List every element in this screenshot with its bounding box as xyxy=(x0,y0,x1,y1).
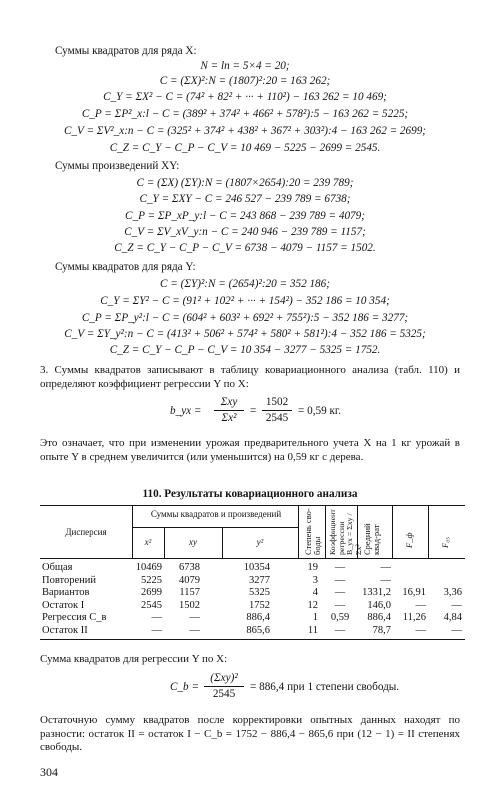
header-dispersion: Дисперсия xyxy=(65,527,107,537)
regression-rhs: = 0,59 кг. xyxy=(298,405,342,417)
equation-c-xy: C = (ΣX) (ΣY):N = (1807×2654):20 = 239 789; xyxy=(136,177,354,189)
equation-cz-x: C_Z = C_Y − C_P − C_V = 10 469 − 5225 − 2699 = 2545. xyxy=(109,142,381,154)
heading-sums-x: Суммы квадратов для ряда X: xyxy=(55,45,197,57)
table-cell-coef: — xyxy=(334,587,346,599)
table-cell-x2: 10469 xyxy=(135,562,162,573)
table-cell-ms: 146,0 xyxy=(367,599,391,611)
equation-c-y: C = (ΣY)²:N = (2654)²:20 = 352 186; xyxy=(160,278,330,290)
cb-num: (Σxy)² xyxy=(210,672,238,684)
table-cell-xy: 4079 xyxy=(179,574,200,586)
equation-cz-xy: C_Z = C_Y − C_P − C_V = 6738 − 4079 − 1157 = 1502. xyxy=(114,242,376,254)
table-cell-coef: — xyxy=(334,574,346,586)
table-cell-y2: 1752 xyxy=(249,599,270,611)
table-cell-name: Остаток I xyxy=(42,599,85,611)
cb-fraction xyxy=(204,672,244,701)
table-divider xyxy=(298,505,299,558)
table-cell-coef: — xyxy=(334,562,346,573)
regression-num-1: Σxy xyxy=(220,396,238,408)
table-cell-coef: 0,59 xyxy=(330,612,350,624)
table-cell-coef: — xyxy=(334,625,346,636)
table-cell-xy: 1157 xyxy=(179,587,200,599)
table-cell-df: 4 xyxy=(312,587,318,599)
header-y2: y² xyxy=(256,537,264,547)
table-cell-name: Остаток II xyxy=(42,625,88,636)
equation-cv-xy: C_V = ΣV_xV_y:n − C = 240 946 − 239 789 = 1157; xyxy=(124,226,366,238)
table-cell-ms: — xyxy=(380,562,391,573)
table-cell-df: 1 xyxy=(312,612,318,624)
table-cell-name: Вариантов xyxy=(42,587,90,599)
table-top-rule xyxy=(40,505,465,506)
header-f05: F₀₅ xyxy=(440,536,450,548)
heading-products-xy: Суммы произведений XY: xyxy=(55,160,180,172)
table-cell-df: 12 xyxy=(307,599,318,611)
table-divider xyxy=(428,505,429,558)
equation-cy-x: C_Y = ΣX² − C = (74² + 82² + ··· + 110²) − 163 262 = 10 469; xyxy=(103,91,387,103)
table-cell-x2: — xyxy=(151,625,162,636)
equation-cp-x: C_P = ΣP²_x:l − C = (389² + 374² + 466² + 578²):5 − 163 262 = 5225; xyxy=(81,108,409,120)
header-sums: Суммы квадратов и произведений xyxy=(150,509,282,519)
header-xy: xy xyxy=(189,537,197,547)
header-mean-square: Средний квад-рат xyxy=(362,523,381,555)
header-x2: x² xyxy=(144,537,152,547)
equation-cy-y: C_Y = ΣY² − C = (91² + 102² + ··· + 154²) − 352 186 = 10 354; xyxy=(100,295,390,307)
table-title: 110. Результаты ковариационного анализа xyxy=(142,488,358,500)
paragraph-step-3: 3. Суммы квадратов записывают в таблицу ковариационного анализа (табл. 110) и определяют коэффициент регрессии Y по X: xyxy=(40,364,460,390)
table-header-rule xyxy=(40,558,465,559)
table-cell-fphi: 16,91 xyxy=(402,587,426,599)
header-df: Степень сво-боды xyxy=(303,508,322,555)
table-cell-ms: 78,7 xyxy=(372,625,391,636)
equation-c-x: C = (ΣX)²:N = (1807)²:20 = 163 262; xyxy=(159,75,331,87)
table-cell-f05: 4,84 xyxy=(443,612,462,624)
table-cell-fphi: — xyxy=(415,599,426,611)
table-cell-fphi: — xyxy=(415,625,426,636)
regression-eq: = xyxy=(250,405,257,417)
table-cell-x2: 2545 xyxy=(141,599,162,611)
paragraph-meaning: Это означает, что при изменении урожая предварительного учета X на 1 кг урожай в опыте Y в среднем увеличится (или уменьшится) на 0,59 кг с дерева. xyxy=(40,437,460,463)
table-cell-y2: 10354 xyxy=(243,562,270,573)
equation-cv-y: C_V = ΣY_y²:n − C = (413² + 506² + 574² + 580² + 581²):4 − 352 186 = 5325; xyxy=(64,328,426,340)
table-cell-x2: 5225 xyxy=(141,574,162,586)
table-cell-y2: 5325 xyxy=(249,587,270,599)
table-cell-x2: — xyxy=(151,612,162,624)
table-bottom-rule xyxy=(40,639,465,640)
table-cell-y2: 865,6 xyxy=(246,625,270,636)
equation-cz-y: C_Z = C_Y − C_P − C_V = 10 354 − 3277 − 5325 = 1752. xyxy=(109,344,381,356)
table-cell-xy: 6738 xyxy=(179,562,200,573)
table-cell-ms: 886,4 xyxy=(367,612,391,624)
table-cell-x2: 2699 xyxy=(141,587,162,599)
table-cell-xy: 1502 xyxy=(179,599,200,611)
equation-n: N = ln = 5×4 = 20; xyxy=(200,60,290,72)
table-cell-xy: — xyxy=(189,625,200,636)
page-number: 304 xyxy=(40,765,58,779)
regression-num-2: 1502 xyxy=(265,396,289,408)
header-coef: Коэффициент регрессии B_yx = Σxy / Σx² xyxy=(328,509,363,555)
table-cell-name: Регрессия C_в xyxy=(42,612,107,624)
cb-rhs: = 886,4 при 1 степени свободы. xyxy=(250,681,400,693)
heading-sums-y: Суммы квадратов для ряда Y: xyxy=(55,261,196,273)
paragraph-regression-sum: Сумма квадратов для регрессии Y по X: xyxy=(40,653,228,665)
paragraph-residual: Остаточную сумму квадратов после корректировки опытных данных находят по разности: остаток II = остаток I − C_b = 1752 − 886,4 − 865,6 при (12 − 1) = II степенях свободы. xyxy=(40,714,460,754)
header-f-phi: F_ф xyxy=(404,532,414,548)
table-cell-ms: 1331,2 xyxy=(362,587,391,599)
equation-cv-x: C_V = ΣV²_x:n − C = (325² + 374² + 438² + 367² + 303²):4 − 163 262 = 2699; xyxy=(63,125,427,137)
table-cell-df: 11 xyxy=(307,625,318,636)
table-cell-f05: — xyxy=(451,625,462,636)
table-divider xyxy=(132,505,133,558)
table-cell-y2: 886,4 xyxy=(246,612,270,624)
table-cell-y2: 3277 xyxy=(249,574,270,586)
table-cell-ms: — xyxy=(380,574,391,586)
table-divider xyxy=(325,505,326,558)
equation-cp-y: C_P = ΣP_y²:l − C = (604² + 603² + 692² + 755²):5 − 352 186 = 3277; xyxy=(81,312,409,324)
equation-cy-xy: C_Y = ΣXY − C = 246 527 − 239 789 = 6738; xyxy=(139,193,351,205)
regression-fraction-1 xyxy=(214,396,244,425)
cb-lhs: C_b = xyxy=(170,681,199,693)
table-cell-xy: — xyxy=(189,612,200,624)
table-cell-fphi: 11,26 xyxy=(402,612,426,624)
regression-fraction-2 xyxy=(262,396,292,425)
cb-den: 2545 xyxy=(212,688,236,700)
table-cell-name: Общая xyxy=(42,562,73,573)
table-cell-name: Повторений xyxy=(42,574,96,586)
table-cell-df: 19 xyxy=(307,562,318,573)
table-subheader-rule xyxy=(132,527,298,528)
table-cell-df: 3 xyxy=(312,574,318,586)
table-cell-f05: 3,36 xyxy=(443,587,462,599)
regression-lhs: b_yx = xyxy=(170,405,202,417)
table-divider xyxy=(392,505,393,558)
table-cell-f05: — xyxy=(451,599,462,611)
regression-den-2: 2545 xyxy=(265,412,289,424)
regression-den-1: Σx² xyxy=(221,412,237,424)
table-cell-coef: — xyxy=(334,599,346,611)
equation-cp-xy: C_P = ΣP_xP_y:l − C = 243 868 − 239 789 = 4079; xyxy=(125,210,365,222)
